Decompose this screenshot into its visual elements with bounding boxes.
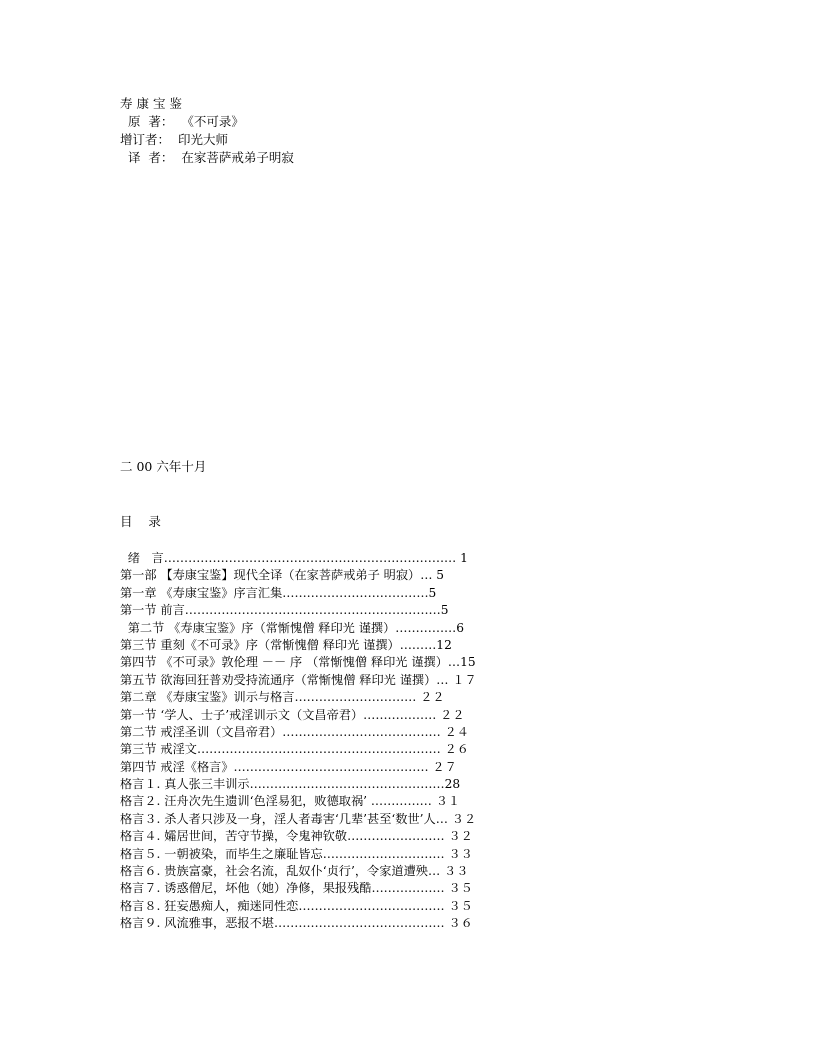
toc-entry: 第一章 《寿康宝鉴》序言汇集………………………………5 xyxy=(120,585,437,600)
translator-line: 译 者： 在家菩萨戒弟子明寂 xyxy=(120,150,294,165)
toc-heading: 目 录 xyxy=(120,514,161,529)
toc-entry: 格言６. 贵族富豪，社会名流，乱奴仆‘贞行’，令家道遭殃… ３３ xyxy=(120,864,469,879)
toc-entry: 第二节 《寿康宝鉴》序（常惭愧僧 释印光 谨撰）……………6 xyxy=(120,620,464,635)
toc-entry: 格言９. 风流雅事，恶报不堪…………………………………… ３６ xyxy=(120,916,473,931)
toc-entry: 第二章 《寿康宝鉴》训示与格言………………………… ２２ xyxy=(120,690,445,705)
toc-entry: 格言７. 诱惑僧尼，坏他（她）净修，果报残酷……………… ３５ xyxy=(120,881,473,896)
toc-entry: 第五节 欲海回狂普劝受持流通序（常惭愧僧 释印光 谨撰）… １７ xyxy=(120,672,477,687)
title-block xyxy=(120,95,720,167)
toc-entry: 第三节 戒淫文…………………………………………………… ２６ xyxy=(120,742,469,757)
original-author-line: 原 著： 《不可录》 xyxy=(120,114,244,129)
toc-entry: 第一节 ‘学人、士子’戒淫训示文（文昌帝君）……………… ２２ xyxy=(120,707,465,722)
toc-entry: 格言８. 狂妄愚痴人，痴迷同性恋……………………………… ３５ xyxy=(120,898,473,913)
toc-entry: 格言１. 真人张三丰训示…………………………………………28 xyxy=(120,777,461,792)
toc-entry: 第四节 《不可录》敦伦理 －－ 序 （常惭愧僧 释印光 谨撰）…15 xyxy=(120,655,476,670)
toc-entry: 第一节 前言………………………………………………………5 xyxy=(120,603,449,618)
toc-entry: 格言５. 一朝被染，而毕生之廉耻皆忘………………………… ３３ xyxy=(120,846,473,861)
table-of-contents xyxy=(120,550,720,933)
toc-entry: 格言２. 汪舟次先生遗训‘色淫易犯，败德取祸’ …………… ３１ xyxy=(120,794,461,809)
toc-entry: 格言３. 杀人者只涉及一身，淫人者毒害‘几辈’甚至‘数世’人… ３２ xyxy=(120,811,477,826)
book-title: 寿 康 宝 鉴 xyxy=(120,96,182,111)
toc-entry: 第二节 戒淫圣训（文昌帝君）………………………………… ２４ xyxy=(120,724,469,739)
toc-entry: 格言４. 孀居世间，苦守节操，令鬼神钦敬…………………… ３２ xyxy=(120,829,473,844)
toc-entry: 第一部 【寿康宝鉴】现代全译（在家菩萨戒弟子 明寂）… 5 xyxy=(120,568,445,583)
toc-entry: 绪 言……………………………………………………………… 1 xyxy=(120,551,468,565)
toc-entry: 第四节 戒淫《格言》………………………………………… ２７ xyxy=(120,759,457,774)
reviser-line: 增订者： 印光大师 xyxy=(120,132,228,147)
publication-date: 二 00 六年十月 xyxy=(120,459,207,474)
toc-entry: 第三节 重刻《不可录》序（常惭愧僧 释印光 谨撰）………12 xyxy=(120,637,452,652)
